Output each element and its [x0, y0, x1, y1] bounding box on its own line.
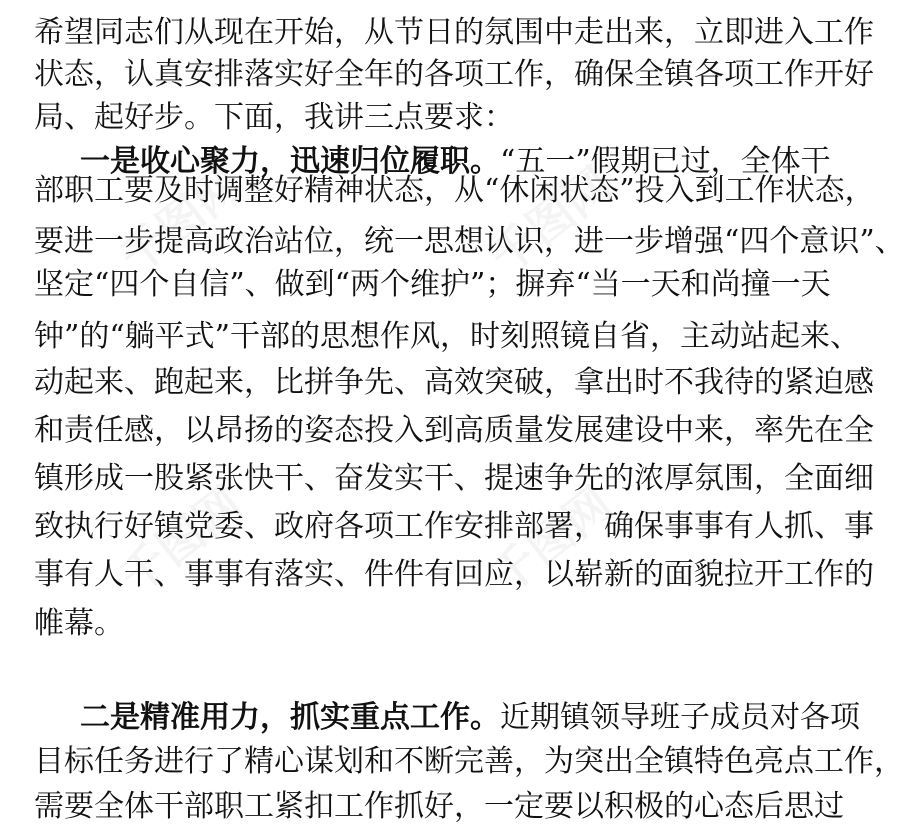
- point2-text: 近期镇领导班子成员对各项: [500, 700, 860, 735]
- text-line: 和责任感，以昂扬的姿态投入到高质量发展建设中来，率先在全: [34, 413, 874, 448]
- text-line: 动起来、跑起来，比拼争先、高效突破，拿出时不我待的紧迫感: [34, 365, 874, 400]
- text-line: 事有人干、事事有落实、件件有回应，以崭新的面貌拉开工作的: [34, 557, 874, 592]
- text-line: 局、起好步。下面，我讲三点要求：: [34, 100, 514, 135]
- point1-text: “五一”假期已过，全体干: [500, 144, 831, 179]
- watermark: 千图网: [479, 476, 622, 605]
- text-line: 需要全体干部职工紧扣工作抓好，一定要以积极的心态后思过: [34, 789, 844, 824]
- text-line: 钟”的“躺平式”干部的思想作风，时刻照镜自省，主动站起来、: [34, 319, 861, 354]
- text-line: 帷幕。: [34, 606, 124, 641]
- watermark: 千图网: [109, 476, 252, 605]
- text-line: 部职工要及时调整好精神状态，从“休闲状态”投入到工作状态，: [34, 173, 875, 208]
- text-line: 坚定“四个自信”、做到“两个维护”；摒弃“当一天和尚撞一天: [34, 267, 831, 302]
- point1-heading: 一是收心聚力，迅速归位履职。: [80, 144, 500, 179]
- text-line: 目标任务进行了精心谋划和不断完善，为突出全镇特色亮点工作，: [34, 744, 904, 779]
- text-line: 要进一步提高政治站位，统一思想认识，进一步增强“四个意识”、: [34, 224, 905, 259]
- text-line: 致执行好镇党委、政府各项工作安排部署，确保事事有人抓、事: [34, 509, 874, 544]
- text-line: 镇形成一股紧张快干、奋发实干、提速争先的浓厚氛围，全面细: [34, 461, 874, 496]
- text-line: 希望同志们从现在开始，从节日的氛围中走出来，立即进入工作: [34, 15, 874, 50]
- watermark: 千图网: [109, 156, 252, 285]
- point2-heading: 二是精准用力，抓实重点工作。: [80, 700, 500, 735]
- watermark: 千图网: [479, 156, 622, 285]
- text-line: 状态，认真安排落实好全年的各项工作，确保全镇各项工作开好: [34, 57, 874, 92]
